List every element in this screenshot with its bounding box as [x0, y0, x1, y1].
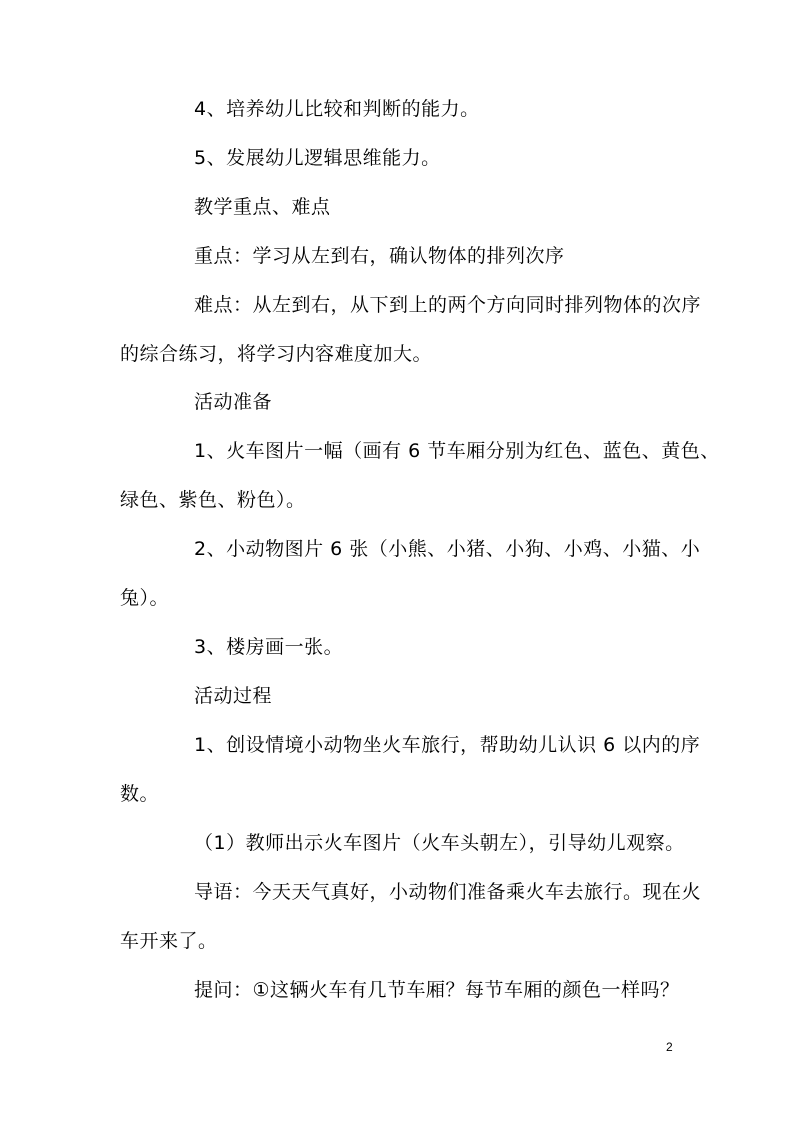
text-line-intro: 导语：今天天气真好，小动物们准备乘火车去旅行。现在火 [194, 881, 702, 903]
text-line-process-1-1: （1）教师出示火车图片（火车头朝左），引导幼儿观察。 [194, 832, 685, 854]
text-line-goal-5: 5、发展幼儿逻辑思维能力。 [194, 147, 441, 169]
text-line-intro-cont: 车开来了。 [120, 930, 218, 952]
text-line-goal-4: 4、培养幼儿比较和判断的能力。 [194, 98, 480, 120]
text-line-question: 提问：①这辆火车有几节车厢？每节车厢的颜色一样吗？ [194, 979, 680, 1001]
page-number: 2 [666, 1040, 673, 1054]
section-heading-process: 活动过程 [194, 685, 273, 707]
text-line-process-1: 1、创设情境小动物坐火车旅行，帮助幼儿认识 6 以内的序 [194, 734, 701, 756]
text-line-prep-1-cont: 绿色、紫色、粉色）。 [120, 489, 306, 511]
text-line-process-1-cont: 数。 [120, 783, 160, 805]
text-line-prep-1: 1、火车图片一幅（画有 6 节车厢分别为红色、蓝色、黄色、 [194, 440, 720, 462]
text-line-prep-3: 3、楼房画一张。 [194, 636, 344, 658]
section-heading-key-points: 教学重点、难点 [194, 196, 331, 218]
text-line-prep-2-cont: 兔）。 [120, 587, 170, 609]
text-line-difficulty: 难点：从左到右，从下到上的两个方向同时排列物体的次序 [194, 294, 702, 316]
section-heading-preparation: 活动准备 [194, 391, 273, 413]
text-line-prep-2: 2、小动物图片 6 张（小熊、小猪、小狗、小鸡、小猫、小 [194, 538, 701, 560]
text-line-key-point: 重点：学习从左到右，确认物体的排列次序 [194, 245, 565, 267]
text-line-difficulty-cont: 的综合练习，将学习内容难度加大。 [120, 343, 433, 365]
